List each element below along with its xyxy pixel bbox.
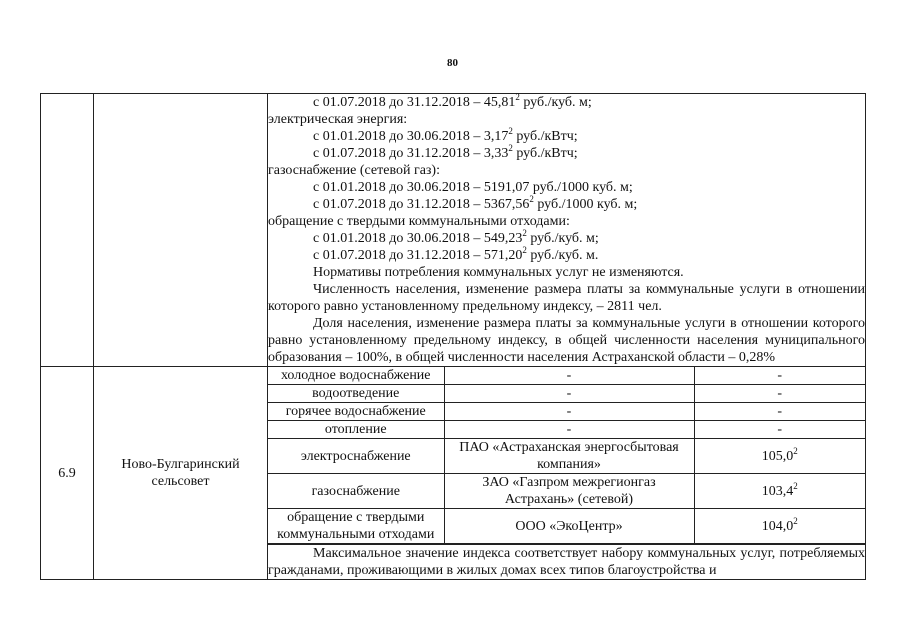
service-row — [268, 474, 865, 509]
service-row — [268, 439, 865, 474]
section-number: 6.9 — [41, 367, 94, 580]
tariff-details-cell — [268, 94, 866, 367]
tariff-line — [268, 145, 865, 162]
footnote-mark: 2 — [793, 480, 798, 491]
service-row — [268, 509, 865, 544]
tariff-lines — [268, 94, 865, 281]
service-provider: ПАО «Астраханская энергосбытовая компания» — [444, 439, 694, 474]
population-paragraph: Численность населения, изменение размера платы за коммунальные услуги в отношении которого равно установленному предельному индексу, – 2811 чел. — [268, 282, 865, 314]
tariff-index-cell — [694, 509, 865, 544]
share-paragraph: Доля населения, изменение размера платы за коммунальные услуги в отношении которого равно установленному предельному индексу, в общей численности населения муниципального образования – 100%, в общей численности населения Астраханской области – 0,28% — [268, 316, 865, 365]
service-name: обращение с твердыми коммунальными отходами — [268, 509, 444, 544]
tariff-index-cell — [694, 474, 865, 509]
tariff-line-text: обращение с твердыми коммунальными отходами: — [268, 214, 570, 229]
tariff-index-value: - — [777, 368, 783, 383]
tariff-line-unit: руб./кВтч; — [512, 146, 578, 161]
service-name: отопление — [268, 421, 444, 439]
tariff-index-cell — [694, 439, 865, 474]
tariff-index-value: - — [777, 386, 783, 401]
page-number: 80 — [447, 57, 458, 69]
tariff-line — [268, 247, 865, 264]
number-cell-empty — [41, 94, 94, 367]
municipality-name: Ново-Булгаринский сельсовет — [94, 367, 268, 580]
tariff-line-unit: руб./кВтч; — [512, 129, 578, 144]
footnote-mark: 2 — [793, 515, 798, 526]
tariff-line — [268, 179, 865, 196]
service-name: холодное водоснабжение — [268, 367, 444, 385]
footnote-mark: 2 — [508, 126, 513, 136]
tariff-line-unit: руб./куб. м; — [526, 231, 599, 246]
service-name: электроснабжение — [268, 439, 444, 474]
tariff-line-text: с 01.07.2018 до 31.12.2018 – 571,20 — [313, 248, 523, 263]
service-row — [268, 421, 865, 439]
tariff-line — [268, 111, 865, 128]
footnote-mark: 2 — [529, 194, 534, 204]
service-row — [268, 403, 865, 421]
tariff-line-text: Нормативы потребления коммунальных услуг не изменяются. — [313, 265, 684, 280]
tariff-line-text: с 01.07.2018 до 31.12.2018 – 45,81 — [313, 95, 516, 110]
tariff-index-cell — [694, 403, 865, 421]
service-row — [268, 385, 865, 403]
tariff-line — [268, 128, 865, 145]
table-row-continuation — [41, 94, 866, 367]
service-provider: - — [444, 403, 694, 421]
name-cell-empty — [94, 94, 268, 367]
tariff-line-unit: руб./куб. м. — [526, 248, 599, 263]
services-table — [268, 367, 865, 544]
tariff-line-text: с 01.01.2018 до 30.06.2018 – 3,17 — [313, 129, 509, 144]
tariff-line-text: электрическая энергия: — [268, 112, 408, 127]
tariff-index-value: - — [777, 422, 783, 437]
tariff-line — [268, 94, 865, 111]
service-name: газоснабжение — [268, 474, 444, 509]
footnote-mark: 2 — [793, 445, 798, 456]
footnote-mark: 2 — [522, 228, 527, 238]
footnote-mark: 2 — [508, 143, 513, 153]
tariff-line — [268, 196, 865, 213]
tariff-line-text: с 01.01.2018 до 30.06.2018 – 549,23 — [313, 231, 523, 246]
tariff-index-value: - — [777, 404, 783, 419]
tariff-line-unit: руб./куб. м; — [519, 95, 592, 110]
tariff-line-unit: руб./1000 куб. м; — [533, 197, 638, 212]
tariff-table — [40, 93, 866, 580]
service-name: водоотведение — [268, 385, 444, 403]
tariff-line — [268, 213, 865, 230]
tariff-index-cell — [694, 385, 865, 403]
service-name: горячее водоснабжение — [268, 403, 444, 421]
max-index-note: Максимальное значение индекса соответствует набору коммунальных услуг, потребляемых гражданами, проживающими в жилых домах всех типов благоустройства и — [268, 546, 865, 578]
service-provider: - — [444, 367, 694, 385]
footnote-mark: 2 — [522, 245, 527, 255]
tariff-line — [268, 162, 865, 179]
tariff-line — [268, 264, 865, 281]
service-row — [268, 367, 865, 385]
tariff-index-value: 105,0 — [761, 448, 794, 464]
table-row-municipality — [41, 367, 866, 545]
tariff-line-text: с 01.07.2018 до 31.12.2018 – 3,33 — [313, 146, 509, 161]
footnote-mark: 2 — [515, 92, 520, 102]
tariff-index-value: 104,0 — [761, 518, 794, 534]
tariff-line-text: газоснабжение (сетевой газ): — [268, 163, 440, 178]
tariff-index-cell — [694, 421, 865, 439]
tariff-line-text: с 01.01.2018 до 30.06.2018 – 5191,07 руб./1000 куб. м; — [313, 180, 633, 195]
service-provider: - — [444, 385, 694, 403]
service-provider: ООО «ЭкоЦентр» — [444, 509, 694, 544]
service-provider: ЗАО «Газпром межрегионгаз Астрахань» (сетевой) — [444, 474, 694, 509]
tariff-index-cell — [694, 367, 865, 385]
tariff-line-text: с 01.07.2018 до 31.12.2018 – 5367,56 — [313, 197, 530, 212]
service-provider: - — [444, 421, 694, 439]
tariff-index-value: 103,4 — [761, 483, 794, 499]
services-cell — [268, 367, 866, 545]
tariff-line — [268, 230, 865, 247]
